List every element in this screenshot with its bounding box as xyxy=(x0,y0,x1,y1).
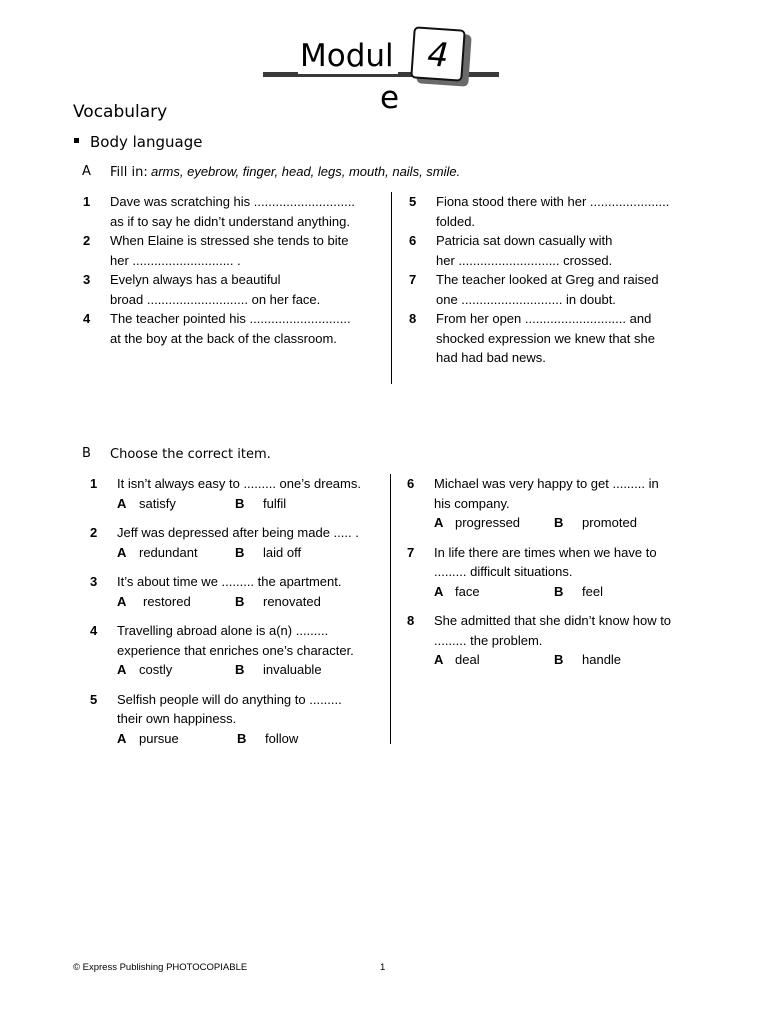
exercise-b-item xyxy=(407,611,707,670)
subsection-heading xyxy=(74,133,202,151)
item-text: The teacher pointed his ............................ xyxy=(110,311,351,326)
exercise-a-divider xyxy=(391,192,392,384)
item-text: From her open ............................ and xyxy=(436,311,652,326)
option-b-label: B xyxy=(554,515,564,530)
option-a-label: A xyxy=(117,593,127,609)
exercise-b-item xyxy=(90,474,388,513)
exercise-b-right-column xyxy=(407,474,707,670)
item-number: 8 xyxy=(407,613,415,628)
item-options xyxy=(117,494,388,514)
item-number: 5 xyxy=(409,194,417,209)
item-number: 2 xyxy=(83,233,91,248)
item-options xyxy=(117,592,388,612)
item-text: one ............................ in doubt. xyxy=(436,291,616,307)
item-options xyxy=(434,582,707,602)
option-a-label: A xyxy=(434,515,444,530)
item-text: Michael was very happy to get ......... in xyxy=(434,476,659,491)
item-text: Evelyn always has a beautiful xyxy=(110,272,281,287)
item-text: experience that enriches one’s character. xyxy=(117,642,354,658)
option-b-label: B xyxy=(554,583,564,599)
item-number: 8 xyxy=(409,311,417,326)
option-a-label: A xyxy=(434,652,444,667)
item-number: 4 xyxy=(83,311,91,326)
item-text: at the boy at the back of the classroom. xyxy=(110,330,337,346)
exercise-a-item xyxy=(409,309,709,368)
option-b-label: B xyxy=(235,544,245,560)
item-text: In life there are times when we have to xyxy=(434,544,657,560)
exercise-a-right-column xyxy=(409,192,709,368)
item-text: Patricia sat down casually with xyxy=(436,233,613,248)
item-number: 4 xyxy=(90,623,98,638)
module-title-wrap: e xyxy=(380,80,400,116)
option-b-text[interactable]: promoted xyxy=(582,515,637,530)
item-text: Dave was scratching his ............................ xyxy=(110,194,355,209)
item-text: had had bad news. xyxy=(436,350,546,365)
item-number: 7 xyxy=(407,544,415,560)
module-number-badge xyxy=(410,26,466,82)
item-options xyxy=(434,650,707,670)
option-b-label: B xyxy=(235,662,245,677)
option-b-text[interactable]: laid off xyxy=(263,544,302,560)
exercise-a-word-list: arms, eyebrow, finger, head, legs, mouth, nails, smile. xyxy=(150,164,461,179)
item-text: shocked expression we knew that she xyxy=(436,330,655,346)
item-text: Fiona stood there with her ...................... xyxy=(436,194,670,209)
option-a-label: A xyxy=(117,544,127,560)
item-number: 3 xyxy=(83,272,91,287)
exercise-a-instruction xyxy=(110,164,460,180)
option-b-label: B xyxy=(237,730,247,746)
item-text: The teacher looked at Greg and raised xyxy=(436,272,659,287)
exercise-b-instruction xyxy=(110,446,271,462)
item-text: Travelling abroad alone is a(n) ......... xyxy=(117,623,329,638)
option-b-text[interactable]: fulfil xyxy=(263,495,287,511)
item-options xyxy=(117,543,388,563)
item-text: broad ............................ on her face. xyxy=(110,291,321,307)
option-a-text[interactable]: satisfy xyxy=(139,495,176,511)
option-a-text[interactable]: redundant xyxy=(139,544,198,560)
item-number: 6 xyxy=(407,476,415,491)
option-a-text[interactable]: progressed xyxy=(455,515,521,530)
item-text: his company. xyxy=(434,495,510,511)
module-title: Modul xyxy=(298,38,398,74)
item-options xyxy=(434,513,707,533)
subsection-label: Body language xyxy=(90,133,203,151)
item-text: their own happiness. xyxy=(117,711,237,726)
option-a-label: A xyxy=(434,583,444,599)
exercise-b-item xyxy=(90,572,388,611)
item-number: 2 xyxy=(90,525,98,540)
exercise-b-item xyxy=(407,474,707,533)
item-text: ......... difficult situations. xyxy=(434,564,573,579)
exercise-b-letter: B xyxy=(82,446,91,461)
item-text: her ............................ . xyxy=(110,252,241,268)
exercise-b-divider xyxy=(390,474,391,744)
item-number: 5 xyxy=(90,691,98,707)
exercise-b-left-column xyxy=(90,474,388,748)
item-text: ......... the problem. xyxy=(434,632,543,648)
item-text: Jeff was depressed after being made ..... . xyxy=(117,525,359,540)
exercise-a-item xyxy=(83,231,383,270)
section-title: Vocabulary xyxy=(73,102,168,122)
exercise-a-item xyxy=(409,270,709,309)
exercise-a-lead: Fill in: xyxy=(110,165,148,180)
option-b-text[interactable]: handle xyxy=(582,652,622,667)
item-options xyxy=(117,729,388,749)
option-a-text[interactable]: deal xyxy=(455,652,480,667)
exercise-b-item xyxy=(90,621,388,680)
item-number: 7 xyxy=(409,272,417,287)
item-number: 6 xyxy=(409,233,417,248)
option-a-label: A xyxy=(117,495,127,511)
exercise-a-item xyxy=(409,231,709,270)
option-a-text[interactable]: costly xyxy=(139,662,173,677)
item-number: 1 xyxy=(83,194,91,209)
exercise-a-item xyxy=(409,192,709,231)
exercise-b-item xyxy=(90,523,388,562)
exercise-b-lead: Choose the correct item. xyxy=(110,447,271,462)
footer-copyright: © Express Publishing PHOTOCOPIABLE xyxy=(73,962,248,973)
exercise-b-item xyxy=(90,690,388,749)
bullet-icon xyxy=(74,138,79,143)
exercise-a-letter: A xyxy=(82,164,91,179)
option-b-label: B xyxy=(235,593,245,609)
exercise-a-item xyxy=(83,309,383,348)
item-text: her ............................ crossed. xyxy=(436,252,613,268)
option-a-text[interactable]: restored xyxy=(143,593,191,609)
item-number: 3 xyxy=(90,574,98,589)
module-number: 4 xyxy=(426,34,450,75)
option-b-text[interactable]: feel xyxy=(582,583,603,599)
exercise-b-item xyxy=(407,543,707,602)
item-text: When Elaine is stressed she tends to bite xyxy=(110,233,349,248)
item-number: 1 xyxy=(90,476,98,491)
item-text: folded. xyxy=(436,213,476,229)
item-text: It’s about time we ......... the apartment. xyxy=(117,574,342,589)
option-b-text[interactable]: invaluable xyxy=(263,662,322,677)
option-a-label: A xyxy=(117,730,127,746)
option-a-label: A xyxy=(117,662,127,677)
option-b-text[interactable]: renovated xyxy=(263,593,321,609)
option-a-text[interactable]: pursue xyxy=(139,730,179,746)
item-text: It isn’t always easy to ......... one’s dreams. xyxy=(117,476,361,491)
exercise-a-item xyxy=(83,192,383,231)
item-text: She admitted that she didn’t know how to xyxy=(434,613,672,628)
item-options xyxy=(117,660,388,680)
item-text: Selfish people will do anything to ......... xyxy=(117,691,342,707)
item-text: as if to say he didn’t understand anything. xyxy=(110,213,350,229)
option-b-label: B xyxy=(235,495,245,511)
page-number: 1 xyxy=(380,962,386,973)
option-b-text[interactable]: follow xyxy=(265,730,299,746)
exercise-a-left-column xyxy=(83,192,383,348)
option-a-text[interactable]: face xyxy=(455,583,480,599)
exercise-a-item xyxy=(83,270,383,309)
option-b-label: B xyxy=(554,652,564,667)
